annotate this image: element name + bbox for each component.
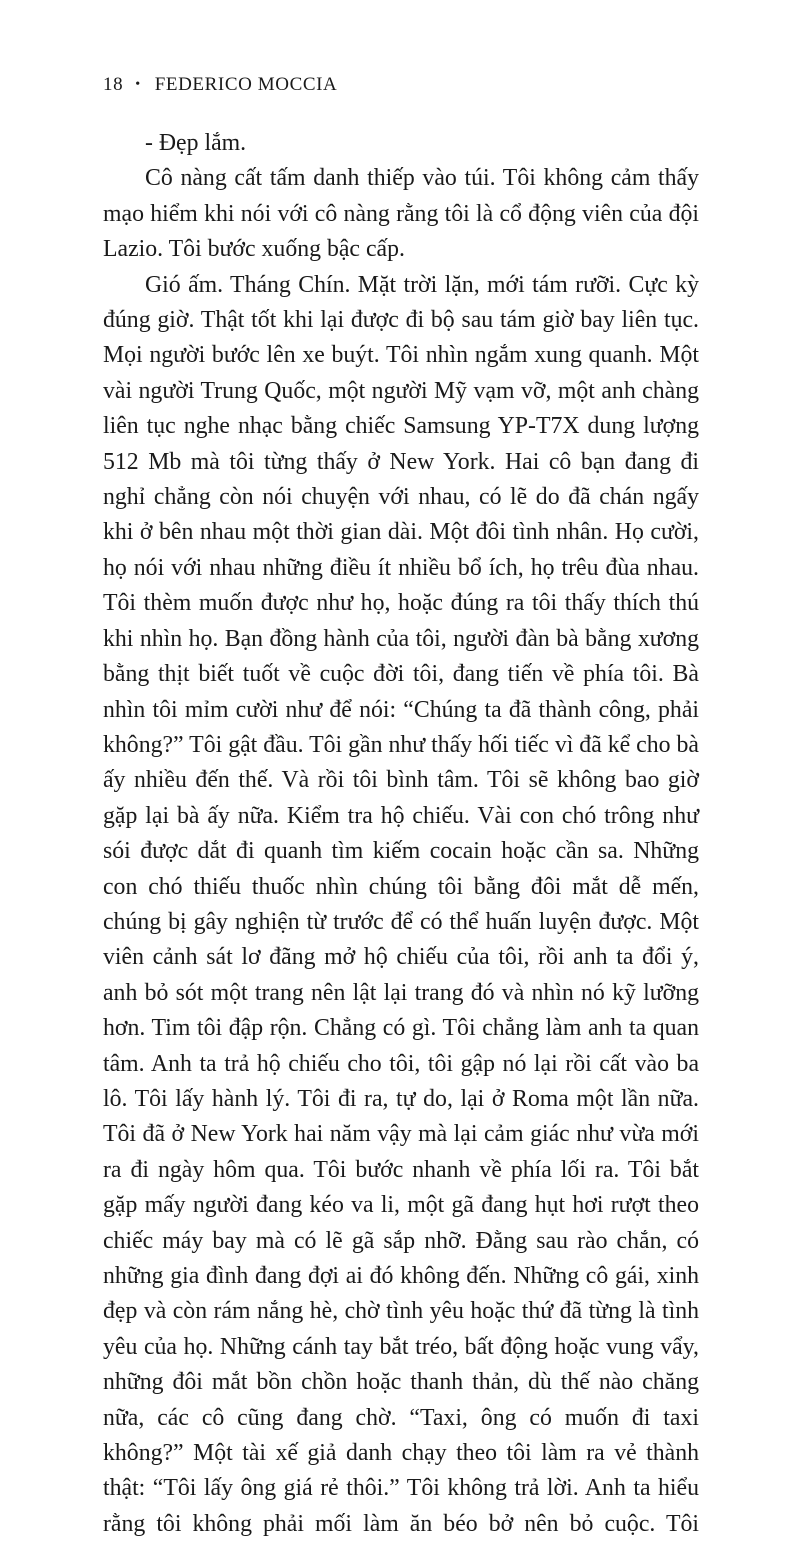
- body-text: [103, 126, 699, 1542]
- paragraph-dialog: - Đẹp lắm.: [145, 130, 247, 156]
- running-head: [103, 74, 337, 96]
- page-number: 18: [103, 74, 124, 95]
- paragraph-arrival: Gió ấm. Tháng Chín. Mặt trời lặn, mới tám rưỡi. Cực kỳ đúng giờ. Thật tốt khi lại được đi bộ sau tám giờ bay liên tục. Mọi người bước lên xe buýt. Tôi nhìn ngắm xung quanh. Một vài người Trung Quốc, một người Mỹ vạm vỡ, một anh chàng liên tục nghe nhạc bằng chiếc Samsung YP-T7X dung lượng 512 Mb mà tôi từng thấy ở New York. Hai cô bạn đang đi nghỉ chẳng còn nói chuyện với nhau, có lẽ do đã chán ngấy khi ở bên nhau một thời gian dài. Một đôi tình nhân. Họ cười, họ nói với nhau những điều ít nhiều bổ ích, họ trêu đùa nhau. Tôi thèm muốn được như họ, hoặc đúng ra tôi thấy thích thú khi nhìn họ. Bạn đồng hành của tôi, người đàn bà bằng xương bằng thịt biết tuốt về cuộc đời tôi, đang tiến về phía tôi. Bà nhìn tôi mỉm cười như để nói: “Chúng ta đã thành công, phải không?” Tôi gật đầu. Tôi gần như thấy hối tiếc vì đã kể cho bà ấy nhiều đến thế. Và rồi tôi bình tâm. Tôi sẽ không bao giờ gặp lại bà ấy nữa. Kiểm tra hộ chiếu. Vài con chó trông như sói được dắt đi quanh tìm kiếm cocain hoặc cần sa. Những con chó thiếu thuốc nhìn chúng tôi bằng đôi mắt dễ mến, chúng bị gây nghiện từ trước để có thể huấn luyện được. Một viên cảnh sát lơ đãng mở hộ chiếu của tôi, rồi anh ta đổi ý, anh bỏ sót một trang nên lật lại trang đó và nhìn nó kỹ lưỡng hơn. Tim tôi đập rộn. Chẳng có gì. Tôi chẳng làm anh ta quan tâm. Anh ta trả hộ chiếu cho tôi, tôi gập nó lại rồi cất vào ba lô. Tôi lấy hành lý. Tôi đi ra, tự do, lại ở Roma một lần nữa. Tôi đã ở New York hai năm vậy mà lại cảm giác như vừa mới ra đi ngày hôm qua. Tôi bước nhanh về phía lối ra. Tôi bắt gặp mấy người đang kéo va li, một gã đang hụt hơi rượt theo chiếc máy bay mà có lẽ gã sắp nhỡ. Đằng sau rào chắn, có những gia đình đang đợi ai đó không đến. Những cô gái, xinh đẹp và còn rám nắng hè, chờ tình yêu hoặc thứ đã từng là tình yêu của họ. Những cánh tay bắt tréo, bất động hoặc vung vẩy, những đôi mắt bồn chồn hoặc thanh thản, dù thế nào chăng nữa, các cô cũng đang chờ. “Taxi, ông có muốn đi taxi không?” Một tài xế giả danh chạy theo tôi làm ra vẻ thành thật: “Tôi lấy ông giá rẻ thôi.” Tôi không trả lời. Anh ta hiểu rằng tôi không phải mối làm ăn béo bở nên bỏ cuộc. Tôi: [103, 271, 699, 1537]
- paragraph-business-card: Cô nàng cất tấm danh thiếp vào túi. Tôi không cảm thấy mạo hiểm khi nói với cô nàng rằng tôi là cổ động viên của đội Lazio. Tôi bước xuống bậc cấp.: [103, 165, 699, 263]
- header-bullet: •: [135, 77, 141, 92]
- author-name: FEDERICO MOCCIA: [154, 74, 338, 95]
